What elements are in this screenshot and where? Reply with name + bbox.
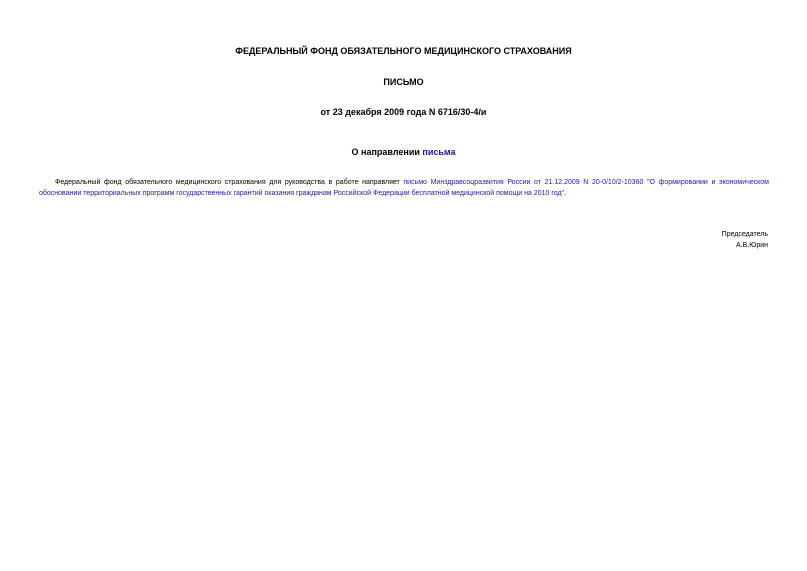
signer-title: Председатель (721, 231, 768, 238)
document-type: ПИСЬМО (383, 77, 424, 87)
body-paragraph (39, 177, 769, 199)
signer-name: А.В.Юрин (736, 242, 768, 249)
issuing-organization: ФЕДЕРАЛЬНЫЙ ФОНД ОБЯЗАТЕЛЬНОГО МЕДИЦИНСКОГО СТРАХОВАНИЯ (235, 46, 572, 56)
body-prefix: Федеральный фонд обязательного медицинского страхования для руководства в работе направляет (55, 179, 404, 186)
document-subject (0, 147, 807, 158)
subject-prefix: О направлении (351, 147, 423, 157)
subject-link[interactable]: письма (422, 147, 456, 157)
body-suffix: . (564, 190, 566, 197)
referenced-letter-link[interactable]: письмо Минздравсоцразвития России от 21.12.2009 N 20-0/10/2-10360 "О формировании и экономическом обосновании территориальных программ государственных гарантий оказания гражданам Российской Федерации бесплатной медицинской помощи на 2010 год" (39, 179, 769, 197)
document-date-number: от 23 декабря 2009 года N 6716/30-4/и (320, 107, 487, 117)
signature-block (722, 229, 768, 251)
